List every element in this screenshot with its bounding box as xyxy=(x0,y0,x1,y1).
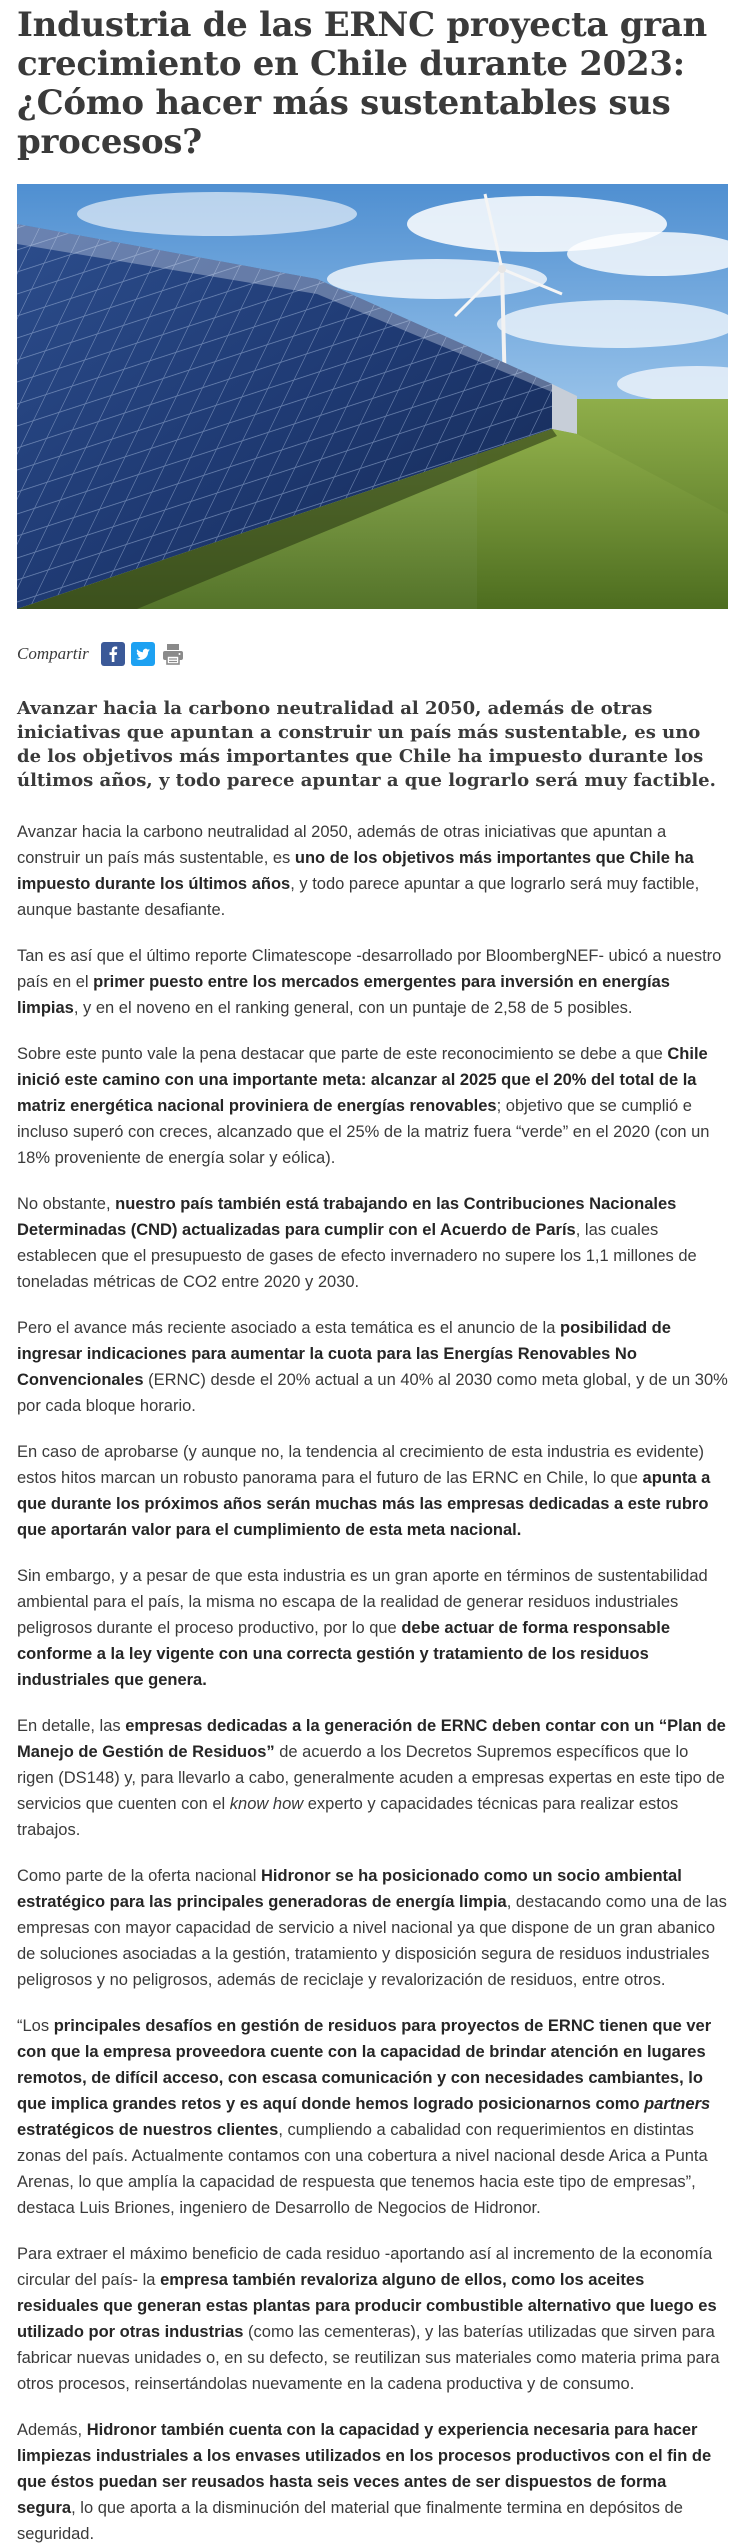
body-text: ; objetivo que se cumplió e incluso superó con creces, alcanzado que el 25% de la matriz fuera “verde” en el 2020 (con un 18% proveniente de energía solar y eólica). xyxy=(17,1097,710,1167)
body-text: Como parte de la oferta nacional xyxy=(17,1867,261,1885)
body-text: , destacando como una de las empresas con mayor capacidad de servicio a nivel nacional ya que dispone de un gran abanico de soluciones asociadas a la gestión, tratamiento y disposición segura de residuos industriales peligrosos y no peligrosos, además de reciclaje y revalorización de residuos, entre otros. xyxy=(17,1893,727,1989)
body-paragraph xyxy=(17,2013,728,2221)
bold-text: partners xyxy=(644,2095,711,2113)
bold-text: primer puesto entre los mercados emergentes para inversión en energías limpias xyxy=(17,973,670,1017)
body-text: , las cuales establecen que el presupuesto de gases de efecto invernadero no supere los 1,1 millones de toneladas métricas de CO2 entre 2020 y 2030. xyxy=(17,1221,697,1291)
article-lead: Avanzar hacia la carbono neutralidad al 2050, además de otras iniciativas que apuntan a construir un país más sustentable, es uno de los objetivos más importantes que Chile ha impuesto durante los últimos años, y todo parece apuntar a que lograrlo será muy factible. xyxy=(17,698,716,791)
body-text: Avanzar hacia la carbono neutralidad al 2050, además de otras iniciativas que apuntan a construir un país más sustentable, es xyxy=(17,823,667,867)
body-paragraph xyxy=(17,819,728,923)
body-paragraph xyxy=(17,2417,728,2547)
bold-text: empresa también revaloriza alguno de ellos, como los aceites residuales que generan estas plantas para producir combustible alternativo que luego es utilizado por otras industrias xyxy=(17,2271,717,2341)
body-text: Tan es así que el último reporte Climatescope -desarrollado por BloombergNEF- ubicó a nuestro país en el xyxy=(17,947,722,991)
body-text: experto y capacidades técnicas para realizar estos trabajos. xyxy=(17,1795,679,1839)
body-text: de acuerdo a los Decretos Supremos específicos que lo rigen (DS148) y, para llevarlo a cabo, generalmente acuden a empresas expertas en este tipo de servicios que cuenten con el xyxy=(17,1743,725,1813)
body-text: “Los xyxy=(17,2017,54,2035)
facebook-icon[interactable] xyxy=(101,642,125,666)
hero-image xyxy=(17,184,728,609)
body-text: Sobre este punto vale la pena destacar que parte de este reconocimiento se debe a que xyxy=(17,1045,668,1063)
body-paragraph xyxy=(17,1041,728,1171)
body-text: (ERNC) desde el 20% actual a un 40% al 2030 como meta global, y de un 30% por cada bloque horario. xyxy=(17,1371,728,1415)
bold-text: Chile inició este camino con una importante meta: alcanzar al 2025 que el 20% del total de la matriz energética nacional proviniera de energías renovables xyxy=(17,1045,708,1115)
body-paragraph xyxy=(17,1863,728,1993)
article-body xyxy=(17,819,728,2547)
bold-text: debe actuar de forma responsable conforme a la ley vigente con una correcta gestión y tratamiento de los residuos industriales que genera. xyxy=(17,1619,671,1689)
body-text: Para extraer el máximo beneficio de cada residuo -aportando así al incremento de la economía circular del país- la xyxy=(17,2245,713,2289)
body-paragraph xyxy=(17,2241,728,2397)
bold-text: apunta a que durante los próximos años serán muchas más las empresas dedicadas a este rubro que aportarán valor para el cumplimiento de esta meta nacional. xyxy=(17,1469,711,1539)
bold-text: Hidronor también cuenta con la capacidad y experiencia necesaria para hacer limpiezas industriales a los envases utilizados en los procesos productivos con el fin de que éstos puedan ser reusados hasta seis veces antes de ser dispuestos de forma segura xyxy=(17,2421,712,2517)
bold-text: empresas dedicadas a la generación de ERNC deben contar con un “Plan de Manejo de Gestión de Residuos” xyxy=(17,1717,726,1761)
article xyxy=(0,6,745,2547)
bold-text: nuestro país también está trabajando en las Contribuciones Nacionales Determinadas (CND) actualizadas para cumplir con el Acuerdo de París xyxy=(17,1195,677,1239)
body-paragraph xyxy=(17,943,728,1021)
body-text: En caso de aprobarse (y aunque no, la tendencia al crecimiento de esta industria es evidente) estos hitos marcan un robusto panorama para el futuro de las ERNC en Chile, lo que xyxy=(17,1443,705,1487)
body-text: , lo que aporta a la disminución del material que finalmente termina en depósitos de seguridad. xyxy=(17,2499,683,2543)
body-text: Sin embargo, y a pesar de que esta industria es un gran aporte en términos de sustentabilidad ambiental para el país, la misma no escapa de la realidad de generar residuos industriales peligrosos durante el proceso productivo, por lo que xyxy=(17,1567,708,1637)
bold-text: principales desafíos en gestión de residuos para proyectos de ERNC tienen que ver con que la empresa proveedora cuente con la capacidad de brindar atención en lugares remotos, de difícil acceso, con escasa comunicación y con necesidades cambiantes, lo que implica grandes retos y es aquí donde hemos logrado posicionarnos como xyxy=(17,2017,712,2113)
body-text: (como las cementeras), y las baterías utilizadas que sirven para fabricar nuevas unidades o, en su defecto, se reutilizan sus materiales como materia prima para otros procesos, reinsertándolas nuevamente en la cadena productiva y de consumo. xyxy=(17,2323,720,2393)
body-text: Además, xyxy=(17,2421,87,2439)
bold-text: estratégicos de nuestros clientes xyxy=(17,2121,279,2139)
article-title: Industria de las ERNC proyecta gran crecimiento en Chile durante 2023: ¿Cómo hacer más sustentables sus procesos? xyxy=(17,5,707,162)
share-label: Compartir xyxy=(17,644,89,663)
print-icon[interactable] xyxy=(161,642,185,666)
body-text: Pero el avance más reciente asociado a esta temática es el anuncio de la xyxy=(17,1319,560,1337)
body-paragraph xyxy=(17,1315,728,1419)
twitter-icon[interactable] xyxy=(131,642,155,666)
body-paragraph xyxy=(17,1439,728,1543)
bold-text: posibilidad de ingresar indicaciones para aumentar la cuota para las Energías Renovables No Convencionales xyxy=(17,1319,671,1389)
body-text: En detalle, las xyxy=(17,1717,126,1735)
body-text: No obstante, xyxy=(17,1195,116,1213)
body-text: , y todo parece apuntar a que lograrlo será muy factible, aunque bastante desafiante. xyxy=(17,875,700,919)
italic-text: know how xyxy=(229,1795,304,1813)
bold-text: uno de los objetivos más importantes que Chile ha impuesto durante los últimos años xyxy=(17,849,694,893)
body-paragraph xyxy=(17,1191,728,1295)
share-bar xyxy=(17,641,728,667)
body-paragraph xyxy=(17,1713,728,1843)
body-text: , cumpliendo a cabalidad con requerimientos en distintas zonas del país. Actualmente contamos con una cobertura a nivel nacional desde Arica a Punta Arenas, lo que amplía la capacidad de respuesta que tenemos hacia este tipo de empresas”, destaca Luis Briones, ingeniero de Desarrollo de Negocios de Hidronor. xyxy=(17,2121,708,2217)
body-paragraph xyxy=(17,1563,728,1693)
bold-text: Hidronor se ha posicionado como un socio ambiental estratégico para las principales generadoras de energía limpia xyxy=(17,1867,682,1911)
body-text: , y en el noveno en el ranking general, con un puntaje de 2,58 de 5 posibles. xyxy=(73,999,633,1017)
